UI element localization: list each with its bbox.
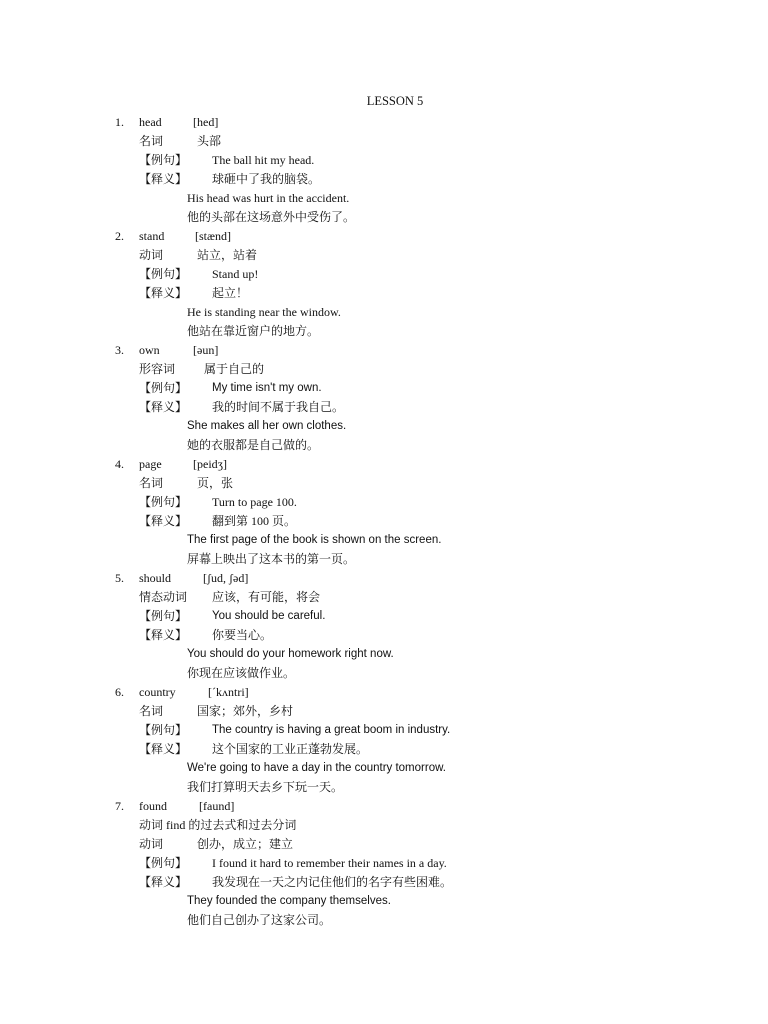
meaning: 头部 (197, 134, 222, 148)
extra-translation: 他的头部在这场意外中受伤了。 (187, 210, 356, 224)
example-label: 【例句】 (139, 856, 188, 870)
phonetic: [ʃud, ʃəd] (203, 571, 249, 585)
translation-label: 【释义】 (139, 400, 188, 414)
translation-label: 【释义】 (139, 514, 188, 528)
part-of-speech: 情态动词 (139, 590, 188, 604)
headword: head (139, 115, 162, 129)
extra-translation: 屏幕上映出了这本书的第一页。 (187, 552, 356, 566)
example-sentence: My time isn't my own. (212, 382, 322, 394)
part-of-speech: 动词 find 的过去式和过去分词 (139, 818, 297, 832)
example-label: 【例句】 (139, 723, 188, 737)
example-label: 【例句】 (139, 495, 188, 509)
extra-sentence: You should do your homework right now. (187, 648, 394, 660)
example-translation: 你要当心。 (212, 628, 273, 642)
headword: country (139, 685, 176, 699)
part-of-speech: 名词 (139, 704, 164, 718)
extra-sentence: She makes all her own clothes. (187, 420, 347, 432)
headword: found (139, 799, 167, 813)
example-label: 【例句】 (139, 267, 188, 281)
entry-number: 4. (115, 457, 124, 471)
meaning: 页，张 (197, 476, 234, 490)
extra-translation: 她的衣服都是自己做的。 (187, 438, 320, 452)
example-translation: 球砸中了我的脑袋。 (212, 172, 321, 186)
example-sentence: Stand up! (212, 267, 259, 281)
example-sentence: Turn to page 100. (212, 495, 297, 509)
phonetic: [faund] (199, 799, 235, 813)
example-sentence: I found it hard to remember their names in a day. (212, 856, 447, 870)
phonetic: [hed] (193, 115, 219, 129)
extra-translation: 他们自己创办了这家公司。 (187, 913, 332, 927)
example-translation: 我发现在一天之内记住他们的名字有些困难。 (212, 875, 453, 889)
part-of-speech: 形容词 (139, 362, 176, 376)
meaning: 属于自己的 (204, 362, 265, 376)
example-label: 【例句】 (139, 381, 188, 395)
part-of-speech: 名词 (139, 134, 164, 148)
meaning: 站立，站着 (197, 248, 258, 262)
meaning: 国家；郊外，乡村 (197, 704, 294, 718)
translation-label: 【释义】 (139, 286, 188, 300)
entry-number: 7. (115, 799, 124, 813)
entry-number: 5. (115, 571, 124, 585)
extra-sentence: The first page of the book is shown on the screen. (187, 534, 442, 546)
extra-translation: 我们打算明天去乡下玩一天。 (187, 780, 344, 794)
translation-label: 【释义】 (139, 875, 188, 889)
part-of-speech: 动词 (139, 248, 164, 262)
example-label: 【例句】 (139, 609, 188, 623)
entry-number: 6. (115, 685, 124, 699)
example-translation: 我的时间不属于我自己。 (212, 400, 345, 414)
extra-translation: 他站在靠近窗户的地方。 (187, 324, 320, 338)
phonetic: [əun] (193, 343, 219, 357)
example-translation: 翻到第 100 页。 (212, 514, 297, 528)
example-translation: 起立！ (212, 286, 249, 300)
headword: stand (139, 229, 165, 243)
extra-sentence: We're going to have a day in the country tomorrow. (187, 762, 446, 774)
entry-number: 3. (115, 343, 124, 357)
example-sentence: The country is having a great boom in industry. (212, 724, 451, 736)
part-of-speech: 名词 (139, 476, 164, 490)
headword: page (139, 457, 162, 471)
translation-label: 【释义】 (139, 628, 188, 642)
example-label: 【例句】 (139, 153, 188, 167)
example-sentence: The ball hit my head. (212, 153, 315, 167)
meaning: 应该，有可能，将会 (212, 590, 321, 604)
headword: own (139, 343, 160, 357)
extra-sentence: His head was hurt in the accident. (187, 191, 350, 205)
extra-translation: 你现在应该做作业。 (187, 666, 296, 680)
phonetic: [stænd] (195, 229, 231, 243)
meaning: 创办，成立；建立 (197, 837, 294, 851)
entry-number: 1. (115, 115, 124, 129)
headword: should (139, 571, 172, 585)
extra-sentence: He is standing near the window. (187, 305, 341, 319)
example-sentence: You should be careful. (212, 610, 326, 622)
entry-number: 2. (115, 229, 124, 243)
phonetic: [peidʒ] (193, 457, 227, 471)
part-of-speech: 动词 (139, 837, 164, 851)
translation-label: 【释义】 (139, 172, 188, 186)
translation-label: 【释义】 (139, 742, 188, 756)
example-translation: 这个国家的工业正蓬勃发展。 (212, 742, 369, 756)
extra-sentence: They founded the company themselves. (187, 895, 391, 907)
lesson-title: LESSON 5 (366, 94, 424, 108)
phonetic: [ˊkʌntri] (208, 685, 249, 699)
